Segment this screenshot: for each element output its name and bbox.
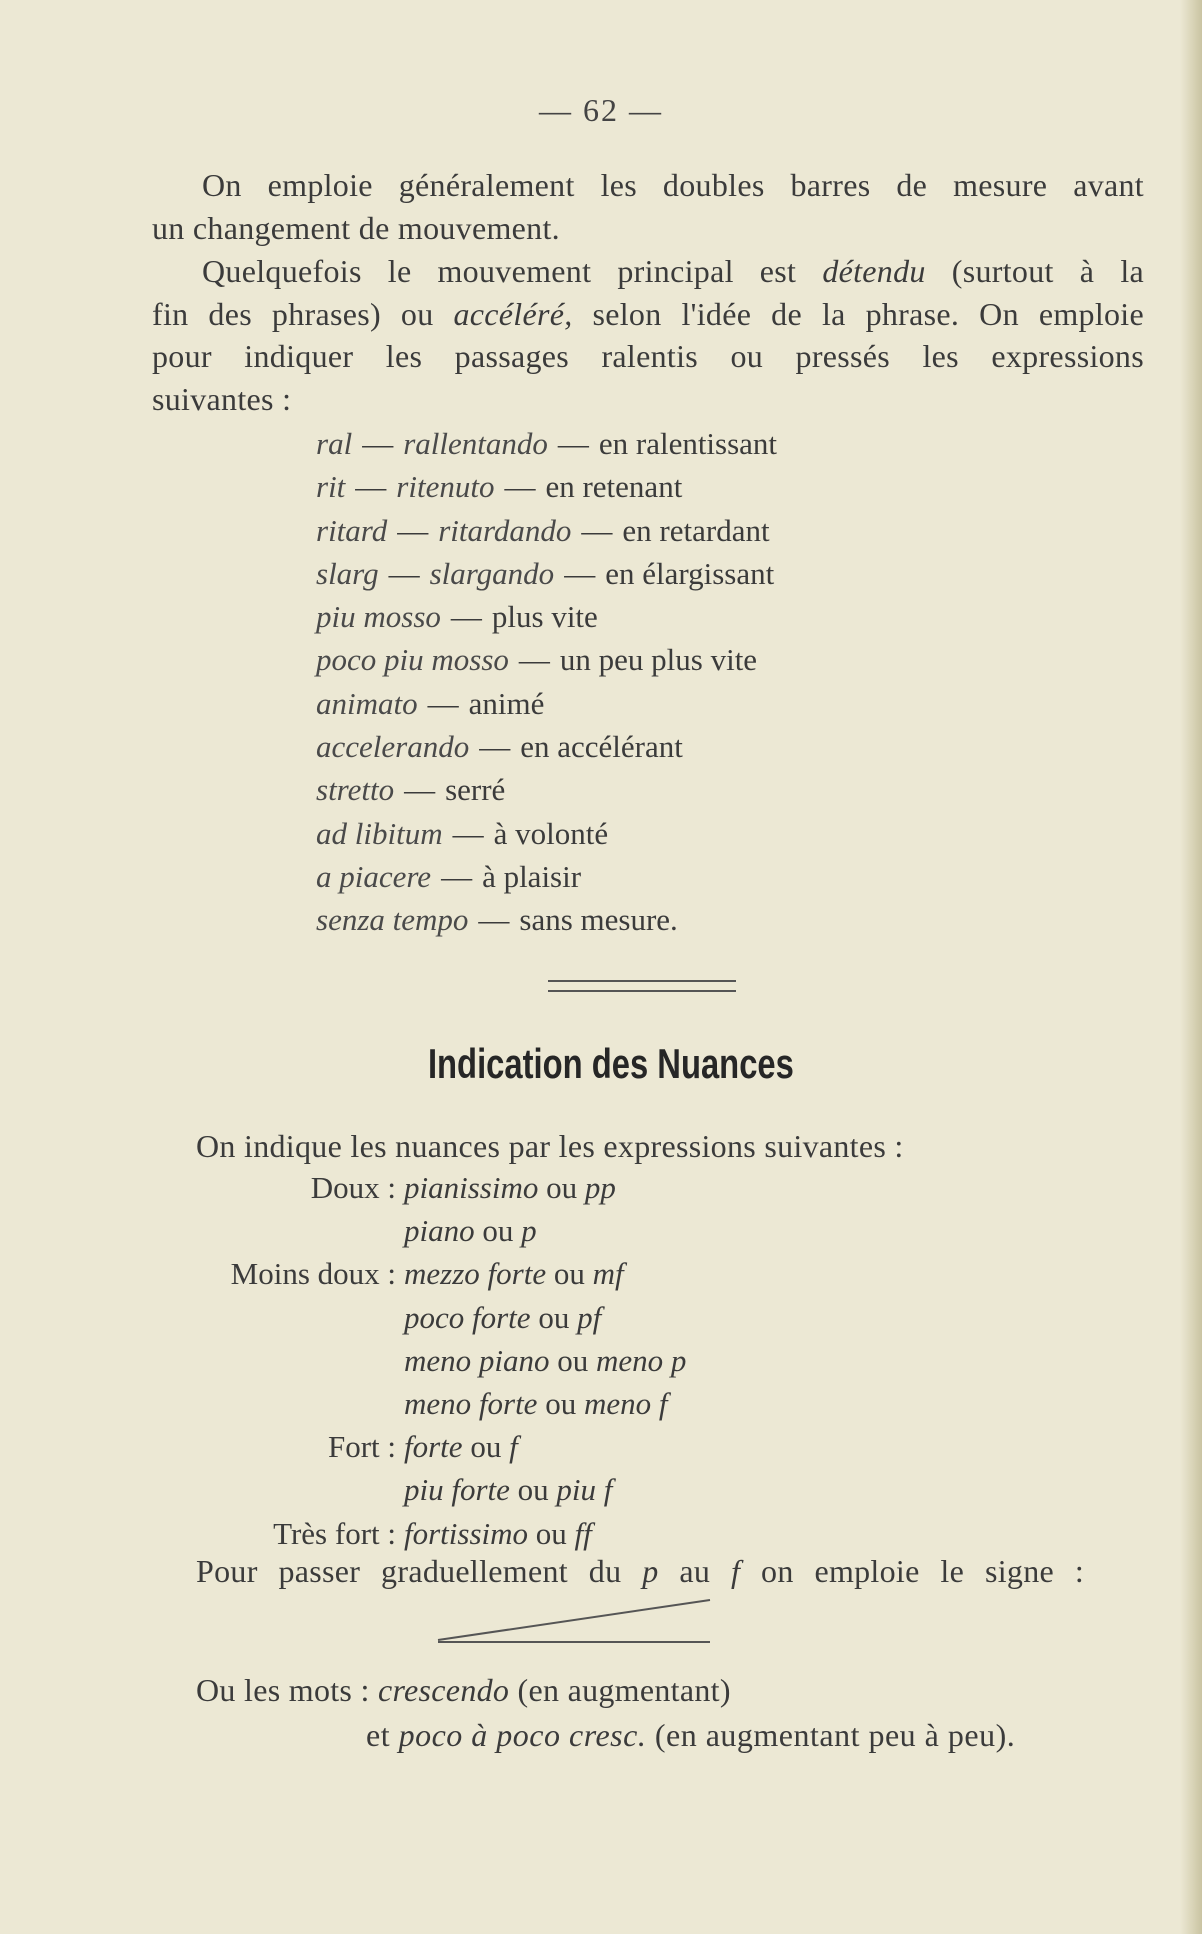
conjunction: ou bbox=[535, 1515, 567, 1551]
text-run: (surtout à la bbox=[925, 253, 1145, 289]
term-abbreviation: animato bbox=[316, 685, 418, 721]
paragraph-line bbox=[152, 250, 1144, 293]
term-french: en retardant bbox=[622, 512, 770, 548]
term-french: sans mesure. bbox=[519, 902, 678, 938]
em-dash: — bbox=[404, 772, 436, 808]
conjunction: ou bbox=[545, 1385, 577, 1421]
italic-term: accéléré, bbox=[453, 295, 573, 332]
em-dash: — bbox=[557, 426, 589, 461]
term-french: en ralentissant bbox=[598, 426, 778, 461]
tempo-term-row bbox=[316, 552, 777, 595]
em-dash: — bbox=[581, 512, 613, 548]
text-run: Ou les mots : bbox=[196, 1672, 378, 1708]
nuance-abbreviation: mf bbox=[592, 1256, 624, 1292]
page-number: — 62 — bbox=[539, 92, 663, 128]
nuance-term: piu forte bbox=[404, 1472, 510, 1508]
term-abbreviation: poco piu mosso bbox=[316, 642, 509, 678]
crescendo-words-line bbox=[196, 1672, 731, 1709]
nuance-abbreviation: f bbox=[509, 1429, 518, 1465]
poco-a-poco-line bbox=[366, 1717, 1015, 1754]
nuance-term: forte bbox=[404, 1429, 463, 1465]
crescendo-hairpin-icon bbox=[430, 1588, 720, 1648]
term-italian: ritardando bbox=[438, 512, 572, 548]
tempo-term-row bbox=[316, 682, 777, 725]
nuance-term: piano bbox=[404, 1213, 475, 1249]
em-dash: — bbox=[427, 685, 459, 721]
crescendo-sign-sentence bbox=[196, 1553, 1084, 1590]
text-run: et bbox=[366, 1717, 399, 1753]
term-abbreviation: senza tempo bbox=[316, 902, 469, 938]
term-french: en retenant bbox=[545, 469, 683, 505]
paragraph-line bbox=[152, 293, 1144, 336]
text-run: Quelquefois le mouvement principal est bbox=[202, 253, 823, 289]
conjunction: ou bbox=[557, 1342, 589, 1378]
nuance-term: poco forte bbox=[404, 1299, 531, 1335]
conjunction: ou bbox=[470, 1429, 502, 1465]
nuance-value bbox=[404, 1429, 518, 1465]
term-abbreviation: ritard bbox=[316, 512, 388, 548]
nuance-abbreviation: pp bbox=[584, 1170, 616, 1205]
em-dash: — bbox=[362, 426, 394, 461]
text-run: fin des phrases) ou bbox=[152, 295, 454, 332]
tempo-term-row bbox=[316, 509, 777, 552]
nuance-value bbox=[404, 1516, 592, 1552]
term-french: à plaisir bbox=[482, 858, 582, 894]
term-italian: slargando bbox=[429, 555, 555, 591]
nuance-abbreviation: p bbox=[521, 1213, 537, 1249]
em-dash: — bbox=[450, 599, 482, 635]
text-run: (en augmentant peu à peu). bbox=[646, 1717, 1016, 1753]
term-italian: rallentando bbox=[403, 426, 548, 461]
em-dash: — bbox=[564, 555, 596, 591]
nuance-category: Moins doux : bbox=[230, 1256, 396, 1292]
em-dash: — bbox=[441, 858, 473, 894]
tempo-term-row bbox=[316, 855, 777, 898]
nuance-abbreviation: meno f bbox=[583, 1385, 668, 1421]
text-run: Pour passer graduellement du bbox=[196, 1553, 643, 1589]
term-abbreviation: accelerando bbox=[316, 729, 470, 765]
nuance-abbreviation: piu f bbox=[556, 1472, 613, 1508]
nuance-term: meno forte bbox=[404, 1385, 538, 1421]
term-abbreviation: stretto bbox=[316, 772, 395, 808]
italic-term: p bbox=[642, 1553, 659, 1589]
paragraph-line: pour indiquer les passages ralentis ou pressés les expressions bbox=[152, 338, 1144, 374]
term-italian: ritenuto bbox=[396, 469, 495, 505]
nuances-intro: On indique les nuances par les expressions suivantes : bbox=[196, 1128, 904, 1164]
term-abbreviation: ad libitum bbox=[316, 815, 443, 851]
em-dash: — bbox=[479, 729, 511, 765]
italic-term: f bbox=[731, 1553, 741, 1589]
nuance-value bbox=[404, 1256, 624, 1292]
conjunction: ou bbox=[553, 1256, 585, 1292]
italic-term: poco à poco cresc. bbox=[398, 1717, 647, 1753]
paragraph-line: On emploie généralement les doubles barres de mesure avant bbox=[202, 167, 1144, 203]
term-french: en accélérant bbox=[520, 729, 683, 765]
nuance-category: Doux : bbox=[310, 1170, 396, 1205]
nuance-value bbox=[404, 1386, 667, 1422]
nuance-value bbox=[404, 1472, 612, 1508]
tempo-term-row bbox=[316, 898, 777, 941]
nuance-value bbox=[404, 1343, 686, 1379]
tempo-term-row bbox=[316, 595, 777, 638]
double-rule-divider bbox=[548, 980, 736, 992]
term-abbreviation: rit bbox=[316, 469, 346, 505]
em-dash: — bbox=[452, 815, 484, 851]
term-abbreviation: slarg bbox=[316, 555, 379, 591]
term-french: en élargissant bbox=[605, 555, 775, 591]
page-edge bbox=[1180, 0, 1202, 1934]
term-abbreviation: piu mosso bbox=[316, 599, 441, 635]
tempo-term-row bbox=[316, 812, 777, 855]
tempo-term-row bbox=[316, 768, 777, 811]
conjunction: ou bbox=[538, 1299, 570, 1335]
term-abbreviation: a piacere bbox=[316, 858, 432, 894]
tempo-term-row bbox=[316, 725, 777, 768]
nuance-value bbox=[404, 1170, 616, 1206]
term-abbreviation: ral bbox=[316, 426, 353, 461]
conjunction: ou bbox=[517, 1472, 549, 1508]
text-run: on emploie le signe : bbox=[740, 1553, 1085, 1589]
text-run: selon l'idée de la phrase. On emploie bbox=[572, 295, 1144, 332]
term-french: un peu plus vite bbox=[559, 642, 758, 678]
nuance-term: pianissimo bbox=[404, 1170, 539, 1205]
nuance-abbreviation: meno p bbox=[596, 1342, 687, 1378]
em-dash: — bbox=[397, 512, 429, 548]
nuance-term: fortissimo bbox=[404, 1515, 529, 1551]
italic-term: crescendo bbox=[377, 1672, 510, 1708]
tempo-term-row bbox=[316, 422, 777, 465]
em-dash: — bbox=[478, 902, 510, 938]
nuance-term: meno piano bbox=[404, 1342, 550, 1378]
term-french: serré bbox=[445, 772, 506, 808]
tempo-term-row bbox=[316, 638, 777, 681]
em-dash: — bbox=[388, 555, 420, 591]
em-dash: — bbox=[518, 642, 550, 678]
section-heading: Indication des Nuances bbox=[427, 1040, 794, 1087]
paragraph-double-bars bbox=[152, 164, 1144, 249]
term-french: à volonté bbox=[493, 815, 609, 851]
nuance-term: mezzo forte bbox=[404, 1256, 547, 1292]
paragraph-line: un changement de mouvement. bbox=[152, 209, 560, 246]
nuance-category: Très fort : bbox=[273, 1515, 396, 1551]
text-run: au bbox=[658, 1553, 731, 1589]
nuance-value bbox=[404, 1300, 601, 1336]
conjunction: ou bbox=[482, 1213, 514, 1249]
nuance-category: Fort : bbox=[327, 1429, 396, 1465]
conjunction: ou bbox=[546, 1170, 578, 1205]
paragraph-line: suivantes : bbox=[152, 380, 292, 417]
nuance-abbreviation: pf bbox=[577, 1299, 602, 1335]
term-french: plus vite bbox=[491, 599, 598, 635]
tempo-term-row bbox=[316, 465, 777, 508]
nuance-value bbox=[404, 1213, 537, 1249]
em-dash: — bbox=[504, 469, 536, 505]
tempo-terms-list bbox=[316, 422, 777, 942]
text-run: (en augmentant) bbox=[509, 1672, 731, 1708]
term-french: animé bbox=[468, 685, 545, 721]
paragraph-tempo bbox=[152, 250, 1144, 420]
italic-term: détendu bbox=[822, 253, 926, 289]
em-dash: — bbox=[355, 469, 387, 505]
nuance-abbreviation: ff bbox=[574, 1515, 592, 1551]
